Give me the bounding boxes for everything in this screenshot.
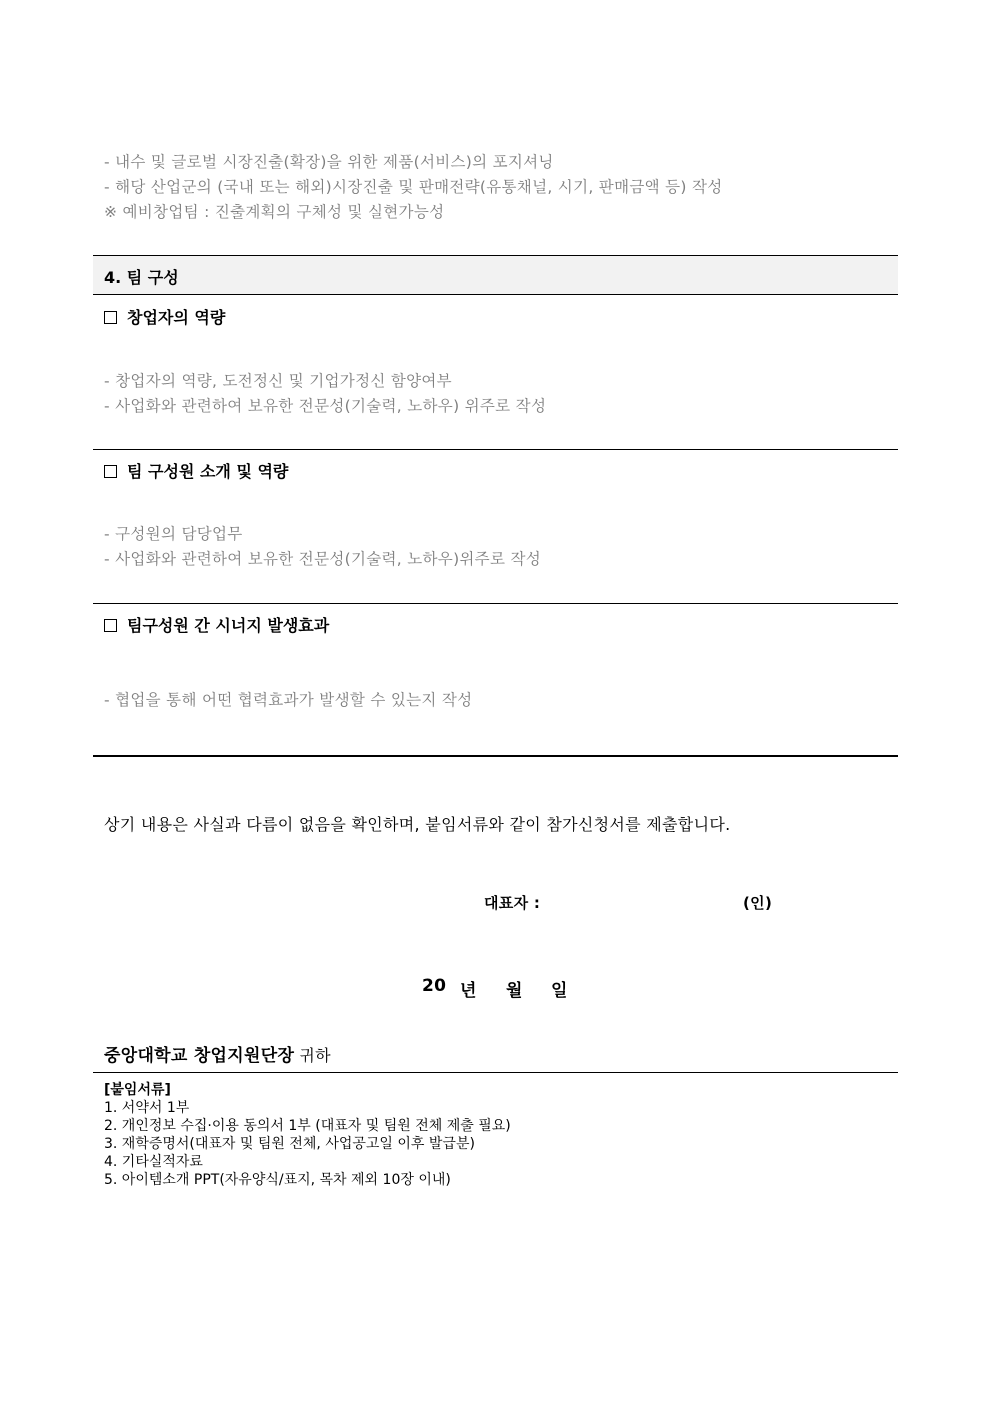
intro-line: - 해당 산업군의 (국내 또는 해외)시장진출 및 판매전략(유통채널, 시기, 판매금액 등) 작성 [104,178,723,196]
intro-line: - 내수 및 글로벌 시장진출(확장)을 위한 제품(서비스)의 포지셔닝 [104,153,554,171]
guide-line: - 구성원의 담당업무 [104,525,243,543]
confirmation-text: 상기 내용은 사실과 다름이 없음을 확인하며, 붙임서류와 같이 참가신청서를 제출합니다. [104,815,731,834]
intro-line: ※ 예비창업팀 : 진출계획의 구체성 및 실현가능성 [104,203,445,221]
attachments-title: [붙임서류] [104,1082,171,1098]
signature-label: 대표자 : [484,894,541,912]
guide-line: - 창업자의 역량, 도전정신 및 기업가정신 함양여부 [104,372,452,390]
guide-line: - 협업을 통해 어떤 협력효과가 발생할 수 있는지 작성 [104,691,473,709]
divider [93,1072,898,1073]
signature-seal: (인) [743,894,773,912]
subsection-title-team-members [104,459,288,482]
section-header [93,255,898,295]
divider [93,755,898,757]
attachment-item: 3. 재학증명서(대표자 및 팀원 전체, 사업공고일 이후 발급분) [104,1136,475,1152]
attachment-item: 2. 개인정보 수집·이용 동의서 1부 (대표자 및 팀원 전체 제출 필요) [104,1118,511,1134]
attachment-item: 4. 기타실적자료 [104,1154,203,1170]
recipient-suffix: 귀하 [299,1046,331,1065]
checkbox-square-icon [104,311,117,324]
subsection-title-founder-capability [104,305,225,328]
recipient-name: 중앙대학교 창업지원단장 [104,1046,295,1066]
checkbox-square-icon [104,465,117,478]
subsection-title-text: 팀 구성원 소개 및 역량 [127,462,289,481]
divider [93,449,898,450]
attachment-item: 5. 아이템소개 PPT(자유양식/표지, 목차 제외 10장 이내) [104,1172,451,1188]
date-year-unit: 년 [460,981,477,1001]
section-title: 4. 팀 구성 [104,268,179,287]
attachment-item: 1. 서약서 1부 [104,1100,190,1116]
date-month-unit: 월 [506,981,523,1001]
guide-line: - 사업화와 관련하여 보유한 전문성(기술력, 노하우)위주로 작성 [104,550,542,568]
divider [93,603,898,604]
subsection-title-text: 팀구성원 간 시너지 발생효과 [127,616,330,635]
date-year: 20 [422,976,447,996]
subsection-title-team-synergy [104,613,329,636]
recipient [104,1041,331,1066]
checkbox-square-icon [104,619,117,632]
guide-line: - 사업화와 관련하여 보유한 전문성(기술력, 노하우) 위주로 작성 [104,397,547,415]
date-day-unit: 일 [551,981,568,1001]
subsection-title-text: 창업자의 역량 [127,308,226,327]
